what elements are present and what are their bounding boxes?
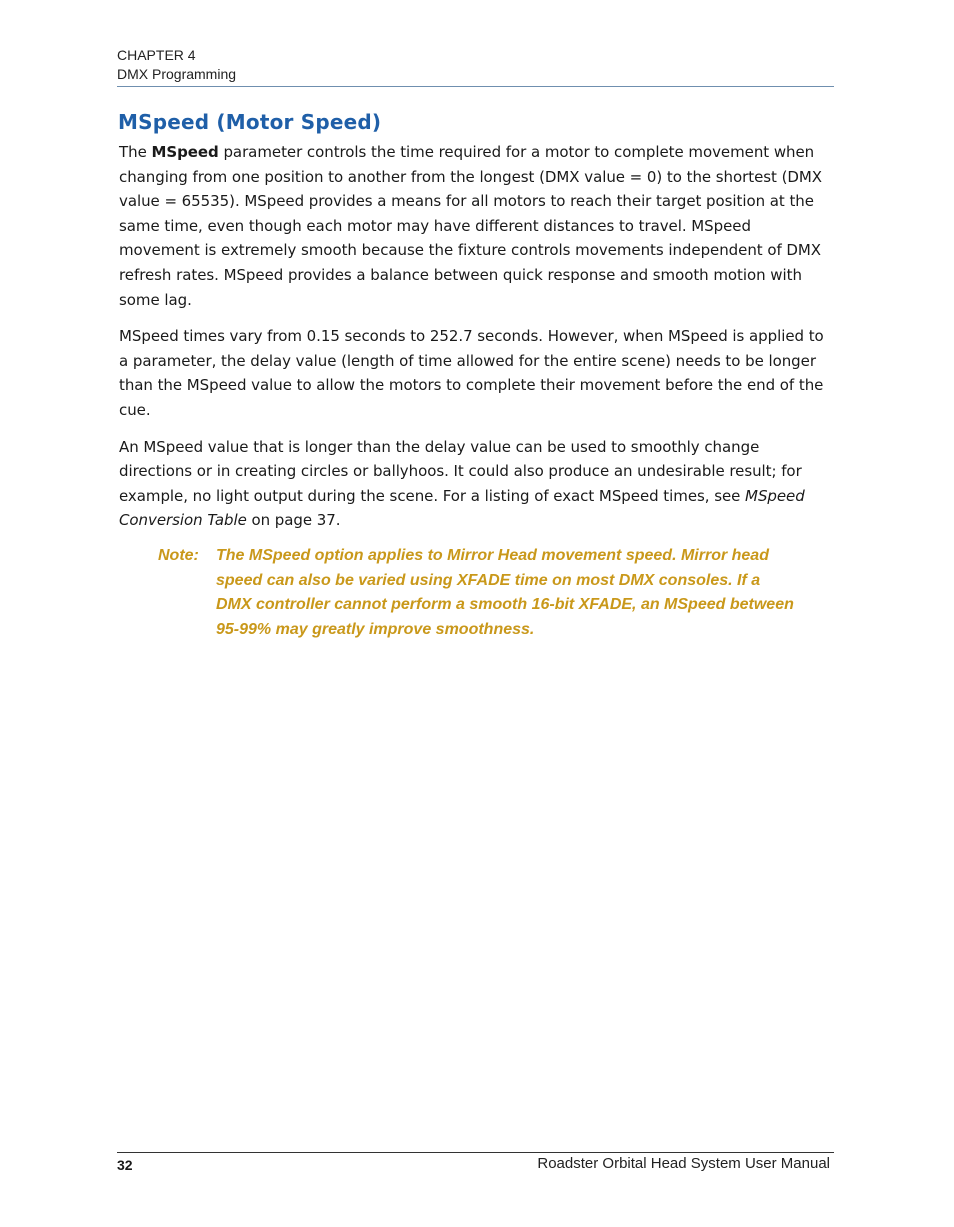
page-header (117, 46, 834, 84)
paragraph-1 (119, 140, 835, 312)
manual-title: Roadster Orbital Head System User Manual (537, 1155, 830, 1172)
paragraph-2: MSpeed times vary from 0.15 seconds to 252.7 seconds. However, when MSpeed is applied to a parameter, the delay value (length of time allowed for the entire scene) needs to be longer than the MSpeed value to allow the motors to complete their movement before the end of the cue. (119, 327, 824, 419)
section-title: MSpeed (Motor Speed) (118, 110, 382, 134)
paragraph-1-pre: The (119, 143, 152, 161)
page-footer (117, 1152, 834, 1173)
paragraph-3-pre: An MSpeed value that is longer than the delay value can be used to smoothly change directions or in creating circles or ballyhoos. It could also produce an undesirable result; for example, no light output during the scene. For a listing of exact MSpeed times, see (119, 437, 802, 505)
paragraph-3 (119, 435, 835, 533)
footer-rule (117, 1152, 834, 1153)
cross-reference-link[interactable]: MSpeed Conversion Table (119, 486, 805, 530)
paragraph-1-bold: MSpeed (151, 143, 219, 161)
paragraph-3-post: on page 37. (246, 511, 341, 530)
page-number: 32 (117, 1157, 133, 1173)
chapter-label: CHAPTER 4 (117, 47, 196, 63)
header-rule (117, 86, 834, 87)
body-text (119, 140, 835, 545)
note-label: Note: (158, 547, 199, 564)
note-block (158, 544, 798, 642)
paragraph-1-post: parameter controls the time required for a motor to complete movement when changing from one position to another from the longest (DMX value = 0) to the shortest (DMX value = 65535). MSpeed provides a means for all motors to reach their target position at the same time, even though each motor may have different distances to travel. MSpeed movement is extremely smooth because the fixture controls movements independent of DMX refresh rates. MSpeed provides a balance between quick response and smooth motion with some lag. (119, 143, 823, 309)
section-label: DMX Programming (117, 66, 237, 82)
note-text: The MSpeed option applies to Mirror Head movement speed. Mirror head speed can also be varied using XFADE time on most DMX consoles. If a DMX controller cannot perform a smooth 16-bit XFADE, an MSpeed between 95-99% may greatly improve smoothness. (216, 547, 794, 638)
